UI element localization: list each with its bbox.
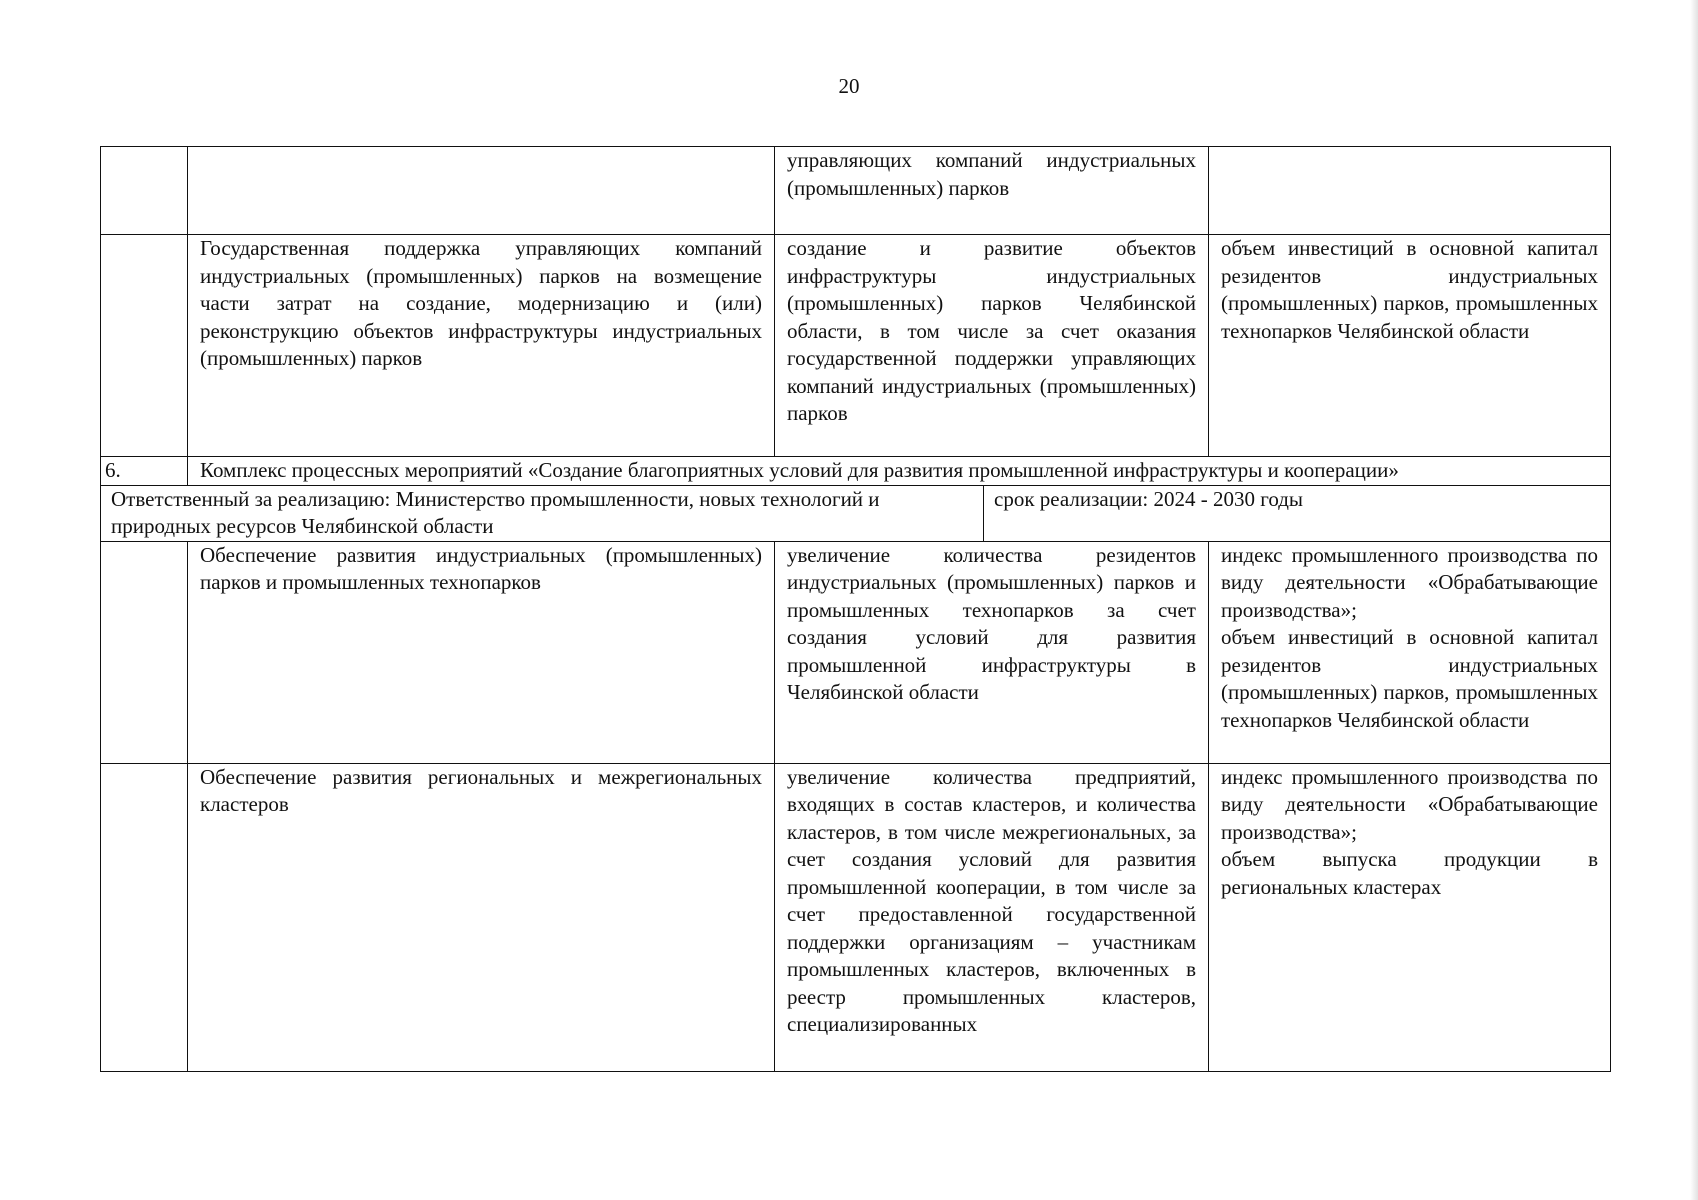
task-cell (188, 147, 775, 235)
indicator-line: индекс промышленного производства по виду деятельности «Обрабатывающие производства»; (1221, 764, 1598, 844)
implementation-term: срок реализации: 2024 - 2030 годы (994, 486, 1304, 511)
responsible-row (101, 485, 1611, 541)
indicator-line: объем инвестиций в основной капитал резидентов индустриальных (промышленных) парков, промышленных технопарков Челябинской области (1221, 625, 1598, 732)
indicator-line: индекс промышленного производства по виду деятельности «Обрабатывающие производства»; (1221, 542, 1598, 622)
responsible-text: Ответственный за реализацию: Министерство промышленности, новых технологий и природных ресурсов Челябинской области (101, 486, 984, 541)
indicator-line: объем выпуска продукции в региональных кластерах (1221, 847, 1598, 899)
indicator-cell (1209, 147, 1611, 235)
table-row (101, 541, 1611, 763)
section-title: Комплекс процессных мероприятий «Создание благоприятных условий для развития промышленной инфраструктуры и кооперации» (188, 457, 1611, 486)
task-cell: Государственная поддержка управляющих компаний индустриальных (промышленных) парков на возмещение части затрат на создание, модернизацию и (или) реконструкцию объектов инфраструктуры индустриальных (промышленных) парков (188, 235, 775, 457)
scan-edge-shadow (1690, 0, 1698, 1200)
row-number-cell (101, 763, 188, 1071)
row-number-cell (101, 147, 188, 235)
effect-cell: управляющих компаний индустриальных (промышленных) парков (775, 147, 1209, 235)
section-number: 6. (101, 457, 188, 486)
measures-table (100, 146, 1611, 1072)
table-row (101, 147, 1611, 235)
responsible-cell (101, 485, 1611, 541)
indicator-cell (1209, 541, 1611, 763)
effect-cell: увеличение количества предприятий, входящих в состав кластеров, и количества кластеров, в том числе межрегиональных, за счет создания условий для развития промышленной кооперации, в том числе за счет предоставленной государственной поддержки организациям – участникам промышленных кластеров, включенных в реестр промышленных кластеров, специализированных (775, 763, 1209, 1071)
task-cell: Обеспечение развития индустриальных (промышленных) парков и промышленных технопарков (188, 541, 775, 763)
page-number: 20 (838, 74, 860, 98)
indicator-cell: объем инвестиций в основной капитал резидентов индустриальных (промышленных) парков, промышленных технопарков Челябинской области (1209, 235, 1611, 457)
indicator-cell (1209, 763, 1611, 1071)
effect-cell: увеличение количества резидентов индустриальных (промышленных) парков и промышленных технопарков за счет создания условий для развития промышленной инфраструктуры в Челябинской области (775, 541, 1209, 763)
section-header-row (101, 457, 1611, 486)
task-cell: Обеспечение развития региональных и межрегиональных кластеров (188, 763, 775, 1071)
row-number-cell (101, 541, 188, 763)
table-row (101, 235, 1611, 457)
effect-cell: создание и развитие объектов инфраструктуры индустриальных (промышленных) парков Челябинской области, в том числе за счет оказания государственной поддержки управляющих компаний индустриальных (промышленных) парков (775, 235, 1209, 457)
row-number-cell (101, 235, 188, 457)
table-row (101, 763, 1611, 1071)
